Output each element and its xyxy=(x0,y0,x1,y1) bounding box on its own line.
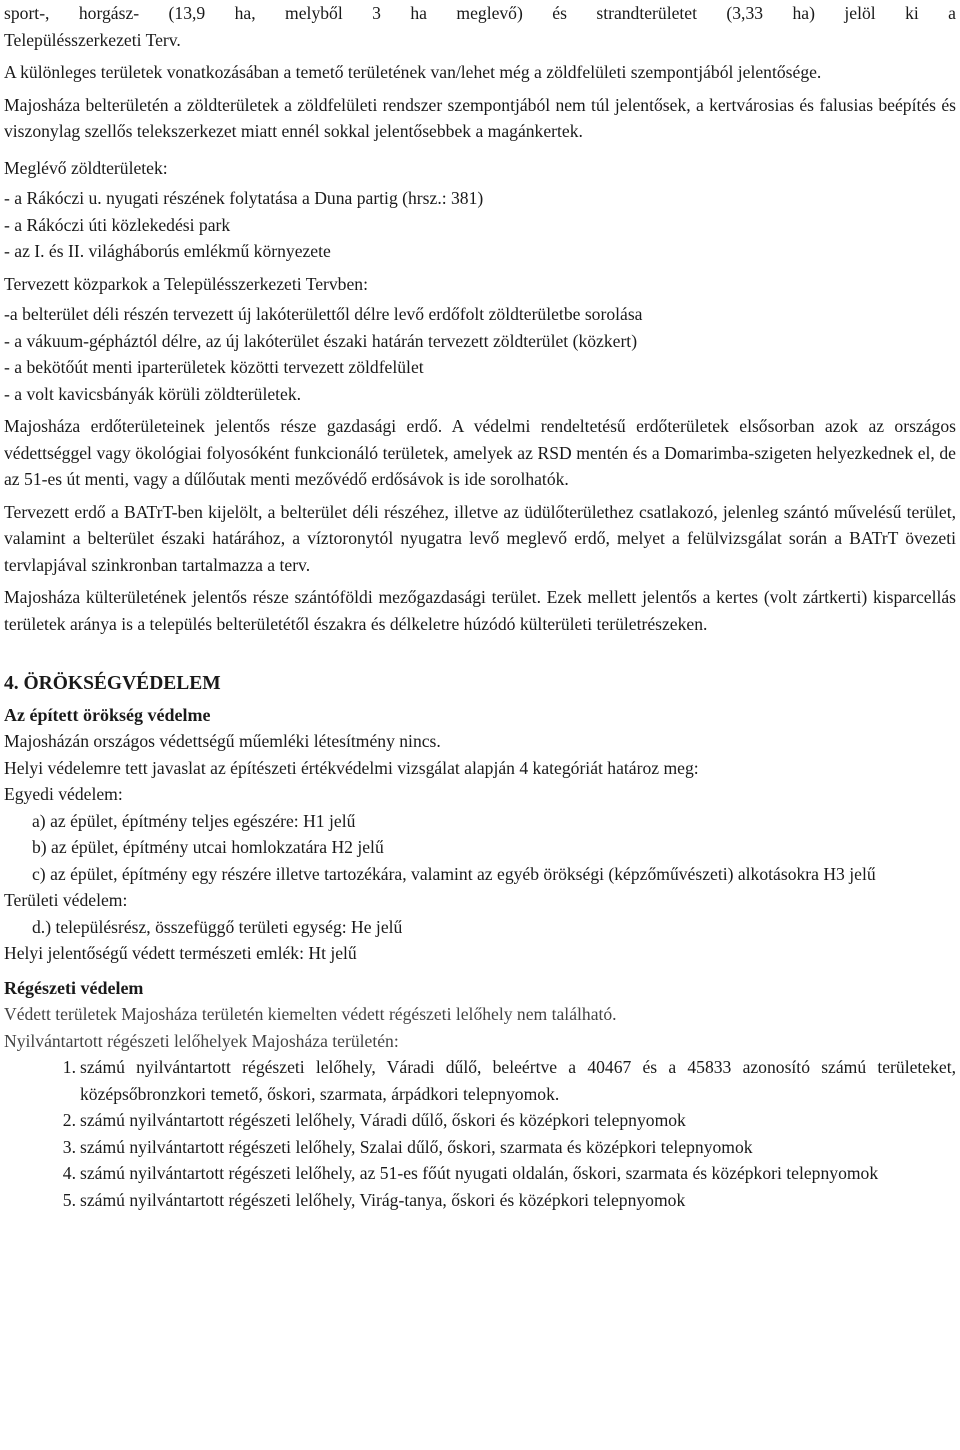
list-item: - a Rákóczi úti közlekedési park xyxy=(4,214,231,235)
subheading-archaeology: Régészeti védelem xyxy=(4,977,144,998)
list-item-number: 4. xyxy=(62,1163,76,1183)
list-item: - a Rákóczi u. nyugati részének folytatása a Duna partig (hrsz.: 381) xyxy=(4,188,484,208)
planned-parks-title: Tervezett közparkok a Településszerkezeti Tervben: xyxy=(4,273,368,294)
archaeology-site-list xyxy=(4,1054,956,1213)
list-item: - a bekötőút menti iparterületek közötti tervezett zöldfelület xyxy=(4,357,424,377)
list-item: a) az épület, építmény teljes egészére: H1 jelű xyxy=(32,810,356,831)
list-item: - az I. és II. világháborús emlékmű környezete xyxy=(4,241,331,261)
list-item: b) az épület, építmény utcai homlokzatára H2 jelű xyxy=(32,837,384,857)
list-item: c) az épület, építmény egy részére illetve tartozékára, valamint az egyéb örökségi (képzőművészeti) alkotásokra H3 jelű xyxy=(32,863,876,884)
list-item-number: 2. xyxy=(62,1110,76,1130)
list-item-number: 3. xyxy=(62,1136,76,1157)
built-heritage-line: Helyi védelemre tett javaslat az építészeti értékvédelmi vizsgálat alapján 4 kategóriát határoz meg: xyxy=(4,757,699,778)
individual-protection-title: Egyedi védelem: xyxy=(4,784,123,804)
list-item: - a vákuum-gépháztól délre, az új lakóterület északi határán tervezett zöldterület (közkert) xyxy=(4,330,638,351)
list-item xyxy=(4,1160,956,1187)
list-item-text: számú nyilvántartott régészeti lelőhely, Virág-tanya, őskori és középkori telepnyomok xyxy=(80,1189,686,1210)
subheading-built-heritage: Az épített örökség védelme xyxy=(4,704,211,725)
existing-green-list xyxy=(4,185,956,265)
list-item-text: számú nyilvántartott régészeti lelőhely, Váradi dűlő, őskori és középkori telepnyomok xyxy=(80,1110,686,1130)
area-protection-title: Területi védelem: xyxy=(4,890,128,910)
archaeology-line: Védett területek Majosháza területén kiemelten védett régészeti lelőhely nem található. xyxy=(4,1004,617,1024)
individual-protection-list xyxy=(4,808,956,888)
list-item xyxy=(4,1107,956,1134)
list-item: -a belterület déli részén tervezett új lakóterülettől délre levő erdőfolt zöldterületbe sorolása xyxy=(4,304,643,324)
paragraph-outer-area: Majosháza külterületének jelentős része szántóföldi mezőgazdasági terület. Ezek mellett jelentős a kertes (volt zártkerti) kisparcellás területek aránya is a település belterületétől északra és délkeletre húzódó külterületi területrészeken. xyxy=(4,587,956,634)
local-natural-monument: Helyi jelentőségű védett természeti emlék: Ht jelű xyxy=(4,943,357,963)
paragraph-special-areas: A különleges területek vonatkozásában a temető területének van/lehet még a zöldfelületi szempontjából jelentősége. xyxy=(4,62,822,82)
paragraph-inner-green: Majosháza belterületén a zöldterületek a zöldfelületi rendszer szempontjából nem túl jelentősek, a kertvárosias és falusias beépítés és viszonylag szellős telekszerkezet miatt ennél sokkal jelentősebbek a magánkertek. xyxy=(4,94,956,141)
list-item: d.) településrész, összefüggő területi egység: He jelű xyxy=(32,916,403,937)
list-item: - a volt kavicsbányák körüli zöldterületek. xyxy=(4,383,302,404)
archaeology-line: Nyilvántartott régészeti lelőhelyek Majosháza területén: xyxy=(4,1030,399,1051)
list-item-text: számú nyilvántartott régészeti lelőhely, Szalai dűlő, őskori, szarmata és középkori telepnyomok xyxy=(80,1136,753,1157)
section-heading-heritage: 4. ÖRÖKSÉGVÉDELEM xyxy=(4,673,221,694)
planned-parks-list xyxy=(4,301,956,407)
list-item-text: számú nyilvántartott régészeti lelőhely, Váradi dűlő, beleértve a 40467 és a 45833 azonosító számú területeket, középsőbronzkori temető, őskori, szarmata, árpádkori telepnyomok. xyxy=(80,1057,956,1104)
paragraph-sport-area-end: Településszerkezeti Terv. xyxy=(4,29,181,50)
paragraph-planned-forest: Tervezett erdő a BATrT-ben kijelölt, a belterület déli részéhez, illetve az üdülőterülethez csatlakozó, jelenleg szántó művelésű terület, valamint a belterület északi határához, a víztoronytól nyugatra levő meglevő erdő, melyet a felülvizsgálat során a BATrT övezeti tervlapjával szinkronban tartalmazza a terv. xyxy=(4,501,956,575)
paragraph-forest: Majosháza erdőterületeinek jelentős része gazdasági erdő. A védelmi rendeltetésű erdőterületek elsősorban azok az országos védettséggel vagy ökológiai folyosóként funkcionáló területek, amelyek az RSD mentén és a Domarimba-szigeten helyezkednek el, de az 51-es út menti, vagy a dűlőutak menti mezővédő erdősávok is ide sorolhatók. xyxy=(4,416,956,489)
paragraph-sport-area: sport-, horgász- (13,9 ha, melyből 3 ha meglevő) és strandterületet (3,33 ha) jelöl ki a xyxy=(4,3,956,23)
existing-green-title: Meglévő zöldterületek: xyxy=(4,157,168,178)
list-item xyxy=(4,1134,956,1161)
list-item-number: 5. xyxy=(62,1189,76,1210)
list-item-number: 1. xyxy=(62,1057,76,1077)
list-item xyxy=(4,1054,956,1107)
list-item-text: számú nyilvántartott régészeti lelőhely, az 51-es főút nyugati oldalán, őskori, szarmata és középkori telepnyomok xyxy=(80,1163,879,1183)
list-item xyxy=(4,1187,956,1214)
built-heritage-line: Majosházán országos védettségű műemléki létesítmény nincs. xyxy=(4,731,441,751)
